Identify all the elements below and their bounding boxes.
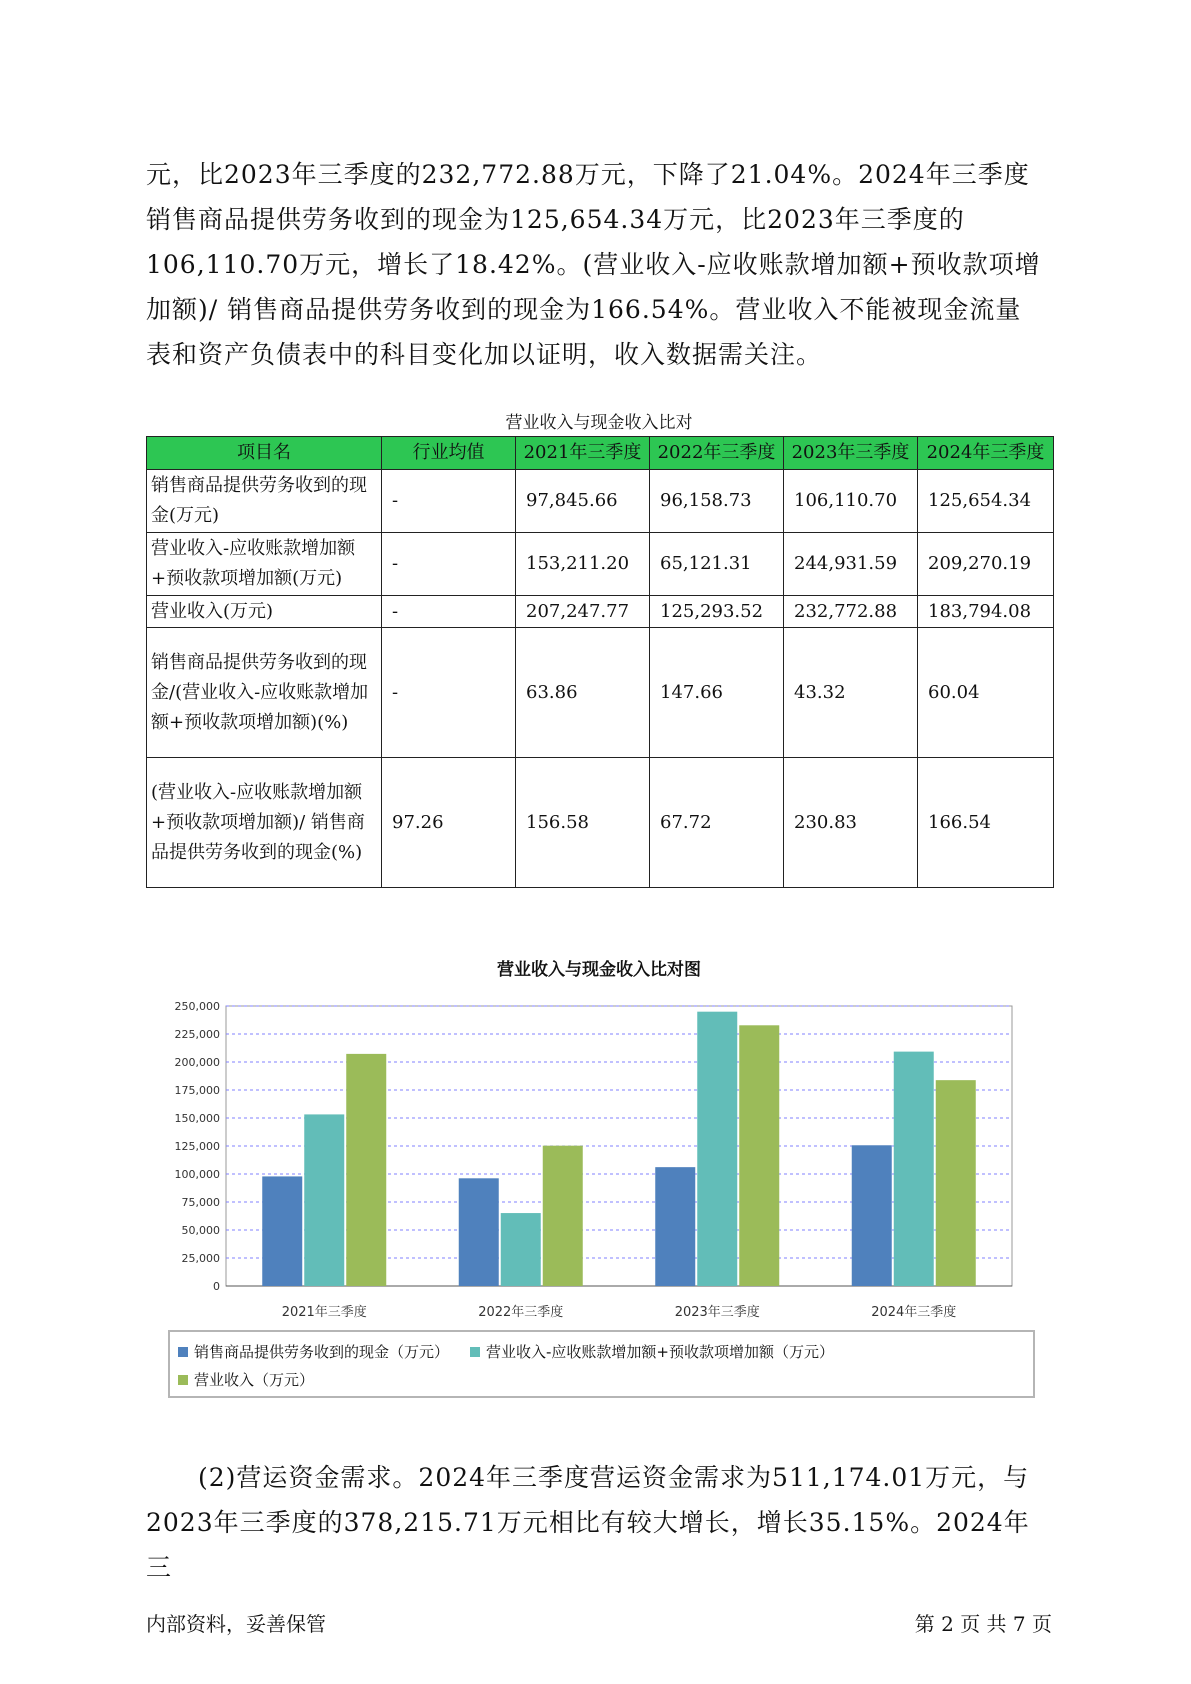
y-tick-label: 50,000 (181, 1224, 220, 1237)
x-tick-label: 2023年三季度 (674, 1305, 760, 1320)
table-row (147, 533, 1054, 596)
y-tick-label: 25,000 (181, 1252, 220, 1265)
table-cell: - (382, 533, 516, 596)
legend-label: 销售商品提供劳务收到的现金（万元） (194, 1343, 450, 1361)
chart-legend (168, 1330, 1035, 1398)
table-cell: 43.32 (784, 628, 918, 758)
legend-item-revenue (178, 1369, 314, 1390)
y-tick-label: 150,000 (174, 1112, 220, 1125)
table-cell: 125,654.34 (918, 470, 1054, 533)
bar-2-2 (501, 1213, 541, 1286)
legend-label: 营业收入（万元） (194, 1371, 315, 1389)
legend-swatch (470, 1347, 480, 1357)
y-tick-label: 100,000 (174, 1168, 220, 1181)
bar-3-2 (543, 1146, 583, 1286)
bar-3-4 (936, 1080, 976, 1286)
y-tick-label: 225,000 (174, 1028, 220, 1041)
table-row (147, 758, 1054, 888)
x-tick-label: 2024年三季度 (871, 1305, 957, 1320)
table-row (147, 628, 1054, 758)
table-header-row (147, 437, 1054, 470)
table-row (147, 596, 1054, 628)
chart-title: 营业收入与现金收入比对图 (497, 960, 701, 980)
bar-2-4 (894, 1052, 934, 1286)
table-cell: 97.26 (382, 758, 516, 888)
y-tick-label: 0 (213, 1280, 220, 1293)
table-cell: 166.54 (918, 758, 1054, 888)
bar-3-3 (739, 1025, 779, 1286)
table-cell: 67.72 (650, 758, 784, 888)
y-tick-label: 200,000 (174, 1056, 220, 1069)
header-cell: 行业均值 (382, 437, 516, 470)
y-tick-label: 75,000 (181, 1196, 220, 1209)
table-cell: - (382, 628, 516, 758)
table-cell: 125,293.52 (650, 596, 784, 628)
row-name-cell: 销售商品提供劳务收到的现金/(营业收入-应收账款增加额+预收款项增加额)(%) (147, 628, 382, 758)
table-cell: 97,845.66 (516, 470, 650, 533)
table-cell: 209,270.19 (918, 533, 1054, 596)
row-name-cell: 营业收入-应收账款增加额+预收款项增加额(万元) (147, 533, 382, 596)
table-cell: 183,794.08 (918, 596, 1054, 628)
legend-swatch (178, 1347, 188, 1357)
table-cell: 244,931.59 (784, 533, 918, 596)
row-name-cell: (营业收入-应收账款增加额+预收款项增加额)/ 销售商品提供劳务收到的现金(%) (147, 758, 382, 888)
table-cell: 232,772.88 (784, 596, 918, 628)
legend-label: 营业收入-应收账款增加额+预收款项增加额（万元） (486, 1343, 834, 1361)
header-cell: 2023年三季度 (784, 437, 918, 470)
y-tick-label: 125,000 (174, 1140, 220, 1153)
bar-1-3 (655, 1167, 695, 1286)
legend-item-cash (178, 1341, 449, 1362)
footer-confidential: 内部资料，妥善保管 (146, 1612, 326, 1636)
body-paragraph: 元，比2023年三季度的232,772.88万元，下降了21.04%。2024年三季度销售商品提供劳务收到的现金为125,654.34万元，比2023年三季度的106,110.70万元，增长了18.42%。(营业收入-应收账款增加额+预收款项增加额)/ 销售商品提供劳务收到的现金为166.54%。营业收入不能被现金流量表和资产负债表中的科目变化加以证明，收入数据需关注。 (146, 160, 1041, 369)
y-tick-label: 250,000 (174, 1000, 220, 1013)
header-cell: 2022年三季度 (650, 437, 784, 470)
row-name-cell: 营业收入(万元) (147, 596, 382, 628)
body-paragraph: (2)营运资金需求。2024年三季度营运资金需求为511,174.01万元，与2023年三季度的378,215.71万元相比有较大增长，增长35.15%。2024年三 (146, 1463, 1030, 1582)
comparison-table (146, 436, 1054, 888)
table-cell: 60.04 (918, 628, 1054, 758)
x-tick-label: 2021年三季度 (281, 1305, 367, 1320)
bar-2-1 (304, 1114, 344, 1286)
header-cell: 项目名 (147, 437, 382, 470)
table-caption: 营业收入与现金收入比对 (505, 413, 693, 433)
table-cell: - (382, 470, 516, 533)
table-cell: - (382, 596, 516, 628)
row-name-cell: 销售商品提供劳务收到的现金(万元) (147, 470, 382, 533)
table-cell: 207,247.77 (516, 596, 650, 628)
bar-1-4 (852, 1145, 892, 1286)
table-cell: 65,121.31 (650, 533, 784, 596)
header-cell: 2024年三季度 (918, 437, 1054, 470)
header-cell: 2021年三季度 (516, 437, 650, 470)
table-cell: 153,211.20 (516, 533, 650, 596)
bar-1-1 (262, 1176, 302, 1286)
x-tick-label: 2022年三季度 (478, 1305, 564, 1320)
table-row (147, 470, 1054, 533)
table-cell: 156.58 (516, 758, 650, 888)
legend-swatch (178, 1375, 188, 1385)
bar-2-3 (697, 1012, 737, 1286)
bar-chart (160, 990, 1040, 1320)
footer-page-number: 第 2 页 共 7 页 (914, 1612, 1052, 1636)
table-cell: 63.86 (516, 628, 650, 758)
table-cell: 96,158.73 (650, 470, 784, 533)
table-cell: 147.66 (650, 628, 784, 758)
table-cell: 106,110.70 (784, 470, 918, 533)
bar-3-1 (346, 1054, 386, 1286)
bar-1-2 (459, 1178, 499, 1286)
table-cell: 230.83 (784, 758, 918, 888)
legend-item-adjusted-revenue (470, 1341, 834, 1362)
y-tick-label: 175,000 (174, 1084, 220, 1097)
